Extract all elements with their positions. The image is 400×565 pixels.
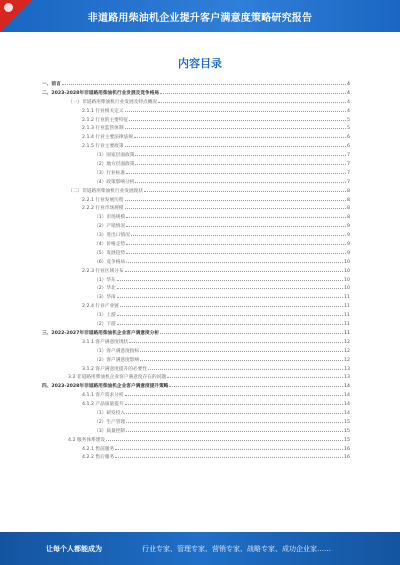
toc-entry[interactable] [30, 418, 350, 427]
toc-entry[interactable] [30, 338, 350, 347]
toc-entry[interactable] [30, 178, 350, 187]
toc-entry[interactable] [30, 116, 350, 125]
toc-entry-label: 2.2.3 行业区域分布 [82, 268, 124, 274]
toc-entry-label: 2.1.4 行业主要法律法规 [82, 135, 133, 141]
toc-entry-label: （2）地方层面政策 [94, 162, 135, 168]
toc-dot-leader [158, 98, 346, 103]
toc-entry[interactable] [30, 436, 350, 445]
toc-dot-leader [167, 373, 343, 378]
toc-entry[interactable] [30, 222, 350, 231]
toc-entry[interactable] [30, 142, 350, 151]
toc-entry-page: 16 [344, 446, 350, 452]
toc-entry-page: 9 [347, 224, 350, 230]
toc-entry[interactable] [30, 267, 350, 276]
toc-entry-page: 15 [344, 419, 350, 425]
toc-dot-leader [126, 169, 346, 174]
toc-entry[interactable] [30, 258, 350, 267]
toc-entry-label: （6）竞争格局 [94, 259, 126, 265]
toc-dot-leader [148, 365, 343, 370]
toc-entry[interactable] [30, 196, 350, 205]
toc-entry-page: 4 [347, 108, 350, 114]
toc-entry-page: 4 [347, 82, 350, 87]
toc-entry-label: 4.1.1 客户需求分析 [82, 393, 124, 399]
toc-entry[interactable] [30, 98, 350, 107]
toc-entry-label: 3.2 非道路用柴油机企业客户满意度存在的问题 [68, 375, 167, 381]
toc-dot-leader [126, 409, 343, 414]
toc-entry-label: （4）政策影响分析 [94, 179, 135, 185]
toc-entry-page: 4 [347, 99, 350, 105]
toc-entry-label: 3.1.2 客户满意度提升的必要性 [82, 366, 147, 372]
toc-entry[interactable] [30, 293, 350, 302]
toc-entry-page: 7 [347, 170, 350, 176]
toc-entry-page: 9 [347, 250, 350, 256]
toc-dot-leader [126, 258, 343, 263]
toc-dot-leader [125, 267, 343, 272]
toc-entry[interactable] [30, 249, 350, 258]
toc-entry-label: 2.1.2 行业的主要特征 [82, 117, 129, 123]
toc-entry-label: 4.2.1 售前服务 [82, 446, 115, 452]
toc-entry-label: （2）生产管理 [94, 419, 126, 425]
toc-dot-leader [126, 222, 346, 227]
toc-entry-page: 4 [347, 90, 350, 96]
toc-entry-label: 2.1.3 行业监管体制 [82, 126, 124, 132]
toc-entry-page: 6 [347, 144, 350, 150]
toc-entry-label: （1）国家层面政策 [94, 153, 135, 159]
toc-entry-label: 2.1.5 行业主要政策 [82, 144, 124, 150]
toc-entry-page: 8 [347, 215, 350, 221]
footer-slogan: 让每个人都能成为 [46, 544, 102, 553]
toc-entry[interactable] [30, 169, 350, 178]
toc-entry-label: （二）非道路用柴油机行业发展现状 [68, 188, 144, 194]
toc-entry[interactable] [30, 276, 350, 285]
toc-entry-label: （3）行业标准 [94, 170, 126, 176]
toc-dot-leader [131, 231, 346, 236]
toc-entry-page: 12 [344, 339, 350, 345]
logo-icon [4, 3, 13, 12]
toc-entry[interactable] [30, 365, 350, 374]
toc-entry[interactable] [30, 445, 350, 454]
toc-entry-page: 10 [344, 277, 350, 283]
toc-entry-page: 13 [344, 375, 350, 381]
toc-entry-page: 15 [344, 428, 350, 434]
toc-entry-label: （1）客户满意度指标 [94, 348, 140, 354]
toc-entry[interactable] [30, 107, 350, 116]
toc-entry-label: （2）产销情况 [94, 224, 126, 230]
toc-entry-page: 11 [344, 330, 350, 336]
toc-entry-page: 11 [344, 313, 350, 319]
toc-dot-leader [126, 418, 343, 423]
toc-entry-page: 14 [344, 393, 350, 399]
toc-entry[interactable] [30, 453, 350, 462]
toc-dot-leader [115, 445, 343, 450]
toc-entry-page: 5 [347, 117, 350, 123]
toc-dot-leader [140, 347, 343, 352]
toc-entry-page: 11 [344, 295, 350, 301]
toc-entry-page: 7 [347, 162, 350, 168]
toc-entry[interactable] [30, 320, 350, 329]
toc-entry-label: 四、2023-2028年非道路用柴油机企业客户满意度提升策略 [42, 384, 169, 390]
toc-dot-leader [125, 204, 346, 209]
toc-dot-leader [135, 178, 346, 183]
toc-entry-label: （2）下游 [94, 322, 116, 328]
toc-entry-label: 2.1.1 行业相关定义 [82, 108, 124, 114]
toc-entry-label: 2.2.4 行业产业链 [82, 304, 119, 310]
report-title: 非道路用柴油机企业提升客户满意度策略研究报告 [87, 12, 313, 24]
toc-dot-leader [117, 311, 343, 316]
toc-entry[interactable] [30, 329, 350, 338]
toc-entry-label: 3.1.1 客户满意度现状 [82, 339, 129, 345]
toc-entry-label: （1）上游 [94, 313, 116, 319]
table-of-contents [30, 80, 350, 512]
toc-entry-page: 11 [344, 322, 350, 328]
toc-entry-page: 8 [347, 188, 350, 194]
toc-entry-page: 10 [344, 268, 350, 274]
footer-banner [0, 532, 400, 565]
toc-entry[interactable] [30, 89, 350, 98]
toc-dot-leader [144, 187, 346, 192]
toc-entry-page: 5 [347, 126, 350, 132]
toc-entry[interactable] [30, 311, 350, 320]
toc-entry[interactable] [30, 409, 350, 418]
header-banner [0, 0, 400, 32]
toc-entry-label: （3）质量控制 [94, 428, 126, 434]
toc-entry-label: （1）市场规模 [94, 215, 126, 221]
toc-title: 内容目录 [178, 57, 222, 70]
toc-dot-leader [117, 320, 343, 325]
toc-dot-leader [125, 196, 346, 201]
toc-dot-leader [169, 382, 343, 387]
toc-entry-label: （4）价格走势 [94, 242, 126, 248]
footer-tagline: 行业专家、管理专家、营销专家、战略专家、成功企业家…… [142, 544, 331, 553]
toc-dot-leader [125, 400, 343, 405]
toc-dot-leader [115, 453, 343, 458]
toc-entry-page: 11 [344, 304, 350, 310]
toc-entry-page: 7 [347, 179, 350, 185]
toc-dot-leader [126, 213, 346, 218]
toc-entry[interactable] [30, 356, 350, 365]
toc-entry[interactable] [30, 391, 350, 400]
toc-dot-leader [120, 302, 343, 307]
toc-dot-leader [135, 160, 346, 165]
toc-entry[interactable] [30, 373, 350, 382]
toc-entry-label: 一、前言 [42, 82, 61, 87]
toc-entry-page: 9 [347, 242, 350, 248]
toc-entry-page: 13 [344, 366, 350, 372]
toc-entry-label: （2）华北 [94, 286, 116, 292]
toc-entry-page: 15 [344, 437, 350, 443]
toc-entry-label: （1）华东 [94, 277, 116, 283]
toc-dot-leader [126, 240, 346, 245]
toc-entry[interactable] [30, 187, 350, 196]
toc-entry-label: 2.2.2 行业市场规模 [82, 206, 124, 212]
toc-entry-label: 2.2.1 行业发展历程 [82, 197, 124, 203]
toc-entry-page: 14 [344, 402, 350, 408]
toc-entry-page: 12 [344, 348, 350, 354]
toc-dot-leader [126, 427, 343, 432]
toc-dot-leader [160, 89, 346, 94]
toc-dot-leader [160, 329, 343, 334]
toc-dot-leader [62, 80, 346, 85]
toc-dot-leader [125, 142, 346, 147]
toc-entry[interactable] [30, 231, 350, 240]
toc-entry-page: 10 [344, 259, 350, 265]
toc-dot-leader [129, 116, 346, 121]
toc-entry-label: 三、2022-2027年非道路用柴油机企业客户满意度分析 [42, 330, 160, 336]
toc-entry-label: （一）非道路用柴油机行业发展及特点概况 [68, 99, 158, 105]
toc-dot-leader [125, 124, 346, 129]
toc-dot-leader [126, 249, 346, 254]
toc-entry-label: 4.2.2 售后服务 [82, 455, 115, 461]
toc-entry[interactable] [30, 124, 350, 133]
toc-dot-leader [106, 436, 343, 441]
toc-entry-page: 14 [344, 410, 350, 416]
toc-dot-leader [135, 151, 346, 156]
toc-entry-label: 4.2 服务体系建设 [68, 437, 106, 443]
toc-entry[interactable] [30, 382, 350, 391]
toc-entry-page: 16 [344, 455, 350, 461]
toc-entry-page: 10 [344, 286, 350, 292]
toc-entry-label: （3）进出口情况 [94, 233, 130, 239]
toc-entry[interactable] [30, 151, 350, 160]
toc-entry-label: （2）客户满意度影响 [94, 357, 140, 363]
toc-entry-page: 7 [347, 153, 350, 159]
toc-entry[interactable] [30, 427, 350, 436]
toc-entry[interactable] [30, 400, 350, 409]
toc-entry[interactable] [30, 133, 350, 142]
toc-dot-leader [129, 338, 343, 343]
toc-dot-leader [117, 276, 343, 281]
toc-entry-page: 8 [347, 206, 350, 212]
toc-entry[interactable] [30, 302, 350, 311]
toc-entry-label: 二、2023-2028年非道路用柴油机行业发展及竞争格局 [42, 90, 160, 96]
toc-entry[interactable] [30, 284, 350, 293]
toc-entry-page: 12 [344, 357, 350, 363]
toc-entry[interactable] [30, 347, 350, 356]
toc-dot-leader [125, 391, 343, 396]
toc-entry[interactable] [30, 160, 350, 169]
toc-entry-label: （3）华南 [94, 295, 116, 301]
toc-dot-leader [117, 293, 343, 298]
toc-entry-page: 6 [347, 135, 350, 141]
toc-entry-label: （1）研发投入 [94, 410, 126, 416]
toc-dot-leader [134, 133, 346, 138]
toc-dot-leader [125, 107, 346, 112]
toc-dot-leader [140, 356, 343, 361]
toc-entry[interactable] [30, 213, 350, 222]
toc-entry-page: 9 [347, 233, 350, 239]
toc-entry-label: 4.1.2 产品质量提升 [82, 402, 124, 408]
toc-dot-leader [117, 284, 343, 289]
toc-entry[interactable] [30, 240, 350, 249]
toc-entry[interactable] [30, 204, 350, 213]
toc-entry-page: 14 [344, 384, 350, 390]
toc-entry-page: 8 [347, 197, 350, 203]
toc-entry[interactable] [30, 80, 350, 89]
toc-entry-label: （5）发展趋势 [94, 250, 126, 256]
